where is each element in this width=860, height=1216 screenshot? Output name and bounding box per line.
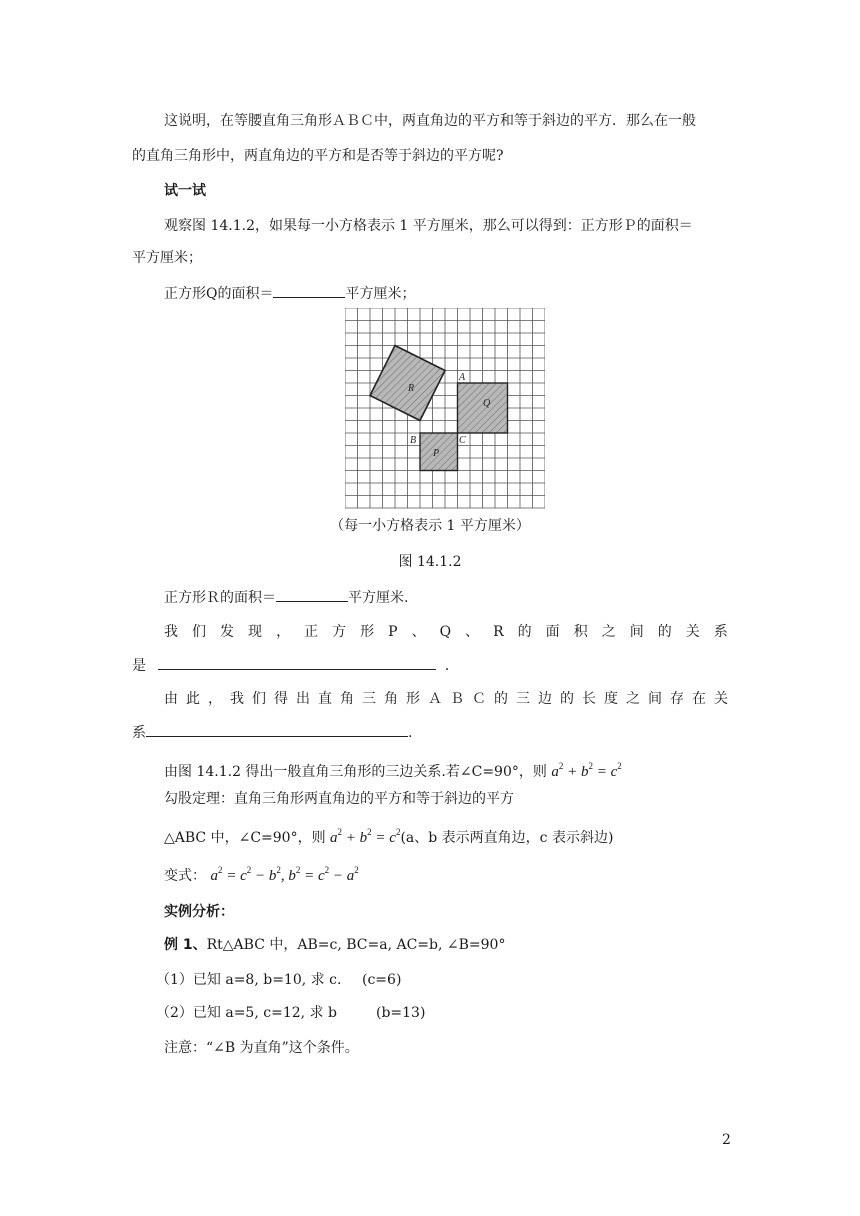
conclude-word: 我 xyxy=(230,691,244,707)
conclude-blank-line xyxy=(132,722,412,743)
triangle-stmt-after: (a、b 表示两直角边，c 表示斜边) xyxy=(400,830,614,846)
relation-line xyxy=(164,756,622,782)
discover-word: 发 xyxy=(220,624,235,640)
conclude-word: 角 xyxy=(384,691,398,707)
answer-blank xyxy=(146,722,408,737)
question-text: （1）已知 a=8, b=10, 求 c. xyxy=(156,972,342,988)
try-heading: 试一试 xyxy=(164,183,206,199)
discover-word: 、 xyxy=(465,624,480,640)
conclude-word: Ａ xyxy=(428,691,442,707)
paragraph-line: 平方厘米； xyxy=(132,250,202,266)
conclude-word: 存 xyxy=(670,691,684,707)
triangle-statement xyxy=(164,822,613,848)
conclude-start: 系 xyxy=(132,725,146,741)
conclude-word: Ｃ xyxy=(472,691,486,707)
discover-word: 之 xyxy=(601,624,616,640)
example-text: Rt△ABC 中，AB=c, BC=a, AC=b, ∠B=90° xyxy=(206,937,506,953)
conclude-word: 的 xyxy=(494,691,508,707)
example-label: 例 1、 xyxy=(164,937,207,953)
formula-pythagoras: $a^2 + b^2 = c^2$ xyxy=(551,761,622,780)
discover-word: 现 xyxy=(248,624,263,640)
label-r: R xyxy=(408,383,415,394)
discover-blank-line xyxy=(132,655,459,676)
conclude-word: 三 xyxy=(516,691,530,707)
conclude-word: 们 xyxy=(252,691,266,707)
discover-word: 正 xyxy=(304,624,319,640)
answer-blank xyxy=(276,587,348,602)
page-number: 2 xyxy=(722,1132,731,1148)
question-2 xyxy=(156,1003,426,1023)
conclude-word: 由 xyxy=(164,691,178,707)
discover-word: P xyxy=(388,624,398,640)
q-area-unit: 平方厘米； xyxy=(345,286,416,302)
label-q: Q xyxy=(483,398,491,409)
discover-word: 我 xyxy=(164,624,178,640)
r-area-unit: 平方厘米. xyxy=(348,590,409,606)
discover-word: 系 xyxy=(713,624,728,640)
question-answer: (c=6) xyxy=(362,972,402,988)
conclude-word: 之 xyxy=(626,691,640,707)
figure-caption: （每一小方格表示 1 平方厘米） xyxy=(330,518,530,534)
discover-word: 积 xyxy=(573,624,588,640)
note-line: 注意：“∠B 为直角”这个条件。 xyxy=(164,1040,359,1056)
paragraph-line: 这说明，在等腰直角三角形ＡＢＣ中，两直角边的平方和等于斜边的平方．那么在一般 xyxy=(164,113,696,129)
discover-word: 面 xyxy=(545,624,560,640)
conclude-sentence xyxy=(164,689,728,709)
conclude-word: 此 xyxy=(186,691,200,707)
conclude-word: 角 xyxy=(340,691,354,707)
figure-grid xyxy=(345,308,545,510)
discover-word: 的 xyxy=(657,624,672,640)
figure-number: 图 14.1.2 xyxy=(398,554,462,570)
answer-blank xyxy=(273,283,345,298)
theorem-line: 勾股定理：直角三角形两直角边的平方和等于斜边的平方 xyxy=(164,791,514,807)
discover-end: ． xyxy=(444,658,459,674)
label-c: C xyxy=(459,435,466,446)
conclude-word: Ｂ xyxy=(450,691,464,707)
q-area-line xyxy=(164,283,415,304)
discover-word: Q xyxy=(439,624,452,640)
discover-word: ， xyxy=(276,624,291,640)
conclude-word: 在 xyxy=(692,691,706,707)
variant-line xyxy=(164,860,359,886)
r-area-label: 正方形Ｒ的面积＝ xyxy=(164,590,276,606)
question-text: （2）已知 a=5, c=12, 求 b xyxy=(156,1005,337,1021)
question-answer: (b=13) xyxy=(376,1005,426,1021)
conclude-word: 度 xyxy=(604,691,618,707)
r-area-line xyxy=(164,587,408,608)
conclude-word: 间 xyxy=(648,691,662,707)
triangle-stmt-before: △ABC 中，∠C=90°，则 xyxy=(164,830,326,846)
conclude-word: ， xyxy=(208,691,222,707)
answer-blank xyxy=(158,655,436,670)
label-b: B xyxy=(410,435,417,446)
discover-word: 的 xyxy=(517,624,532,640)
conclude-word: 边 xyxy=(538,691,552,707)
question-1 xyxy=(156,970,402,990)
conclude-word: 直 xyxy=(318,691,332,707)
relation-text: 由图 14.1.2 得出一般直角三角形的三边关系.若∠C=90°，则 xyxy=(164,764,547,780)
label-a: A xyxy=(459,372,466,383)
discover-word: 、 xyxy=(411,624,426,640)
q-area-label: 正方形Q的面积＝ xyxy=(164,286,274,302)
discover-word: 关 xyxy=(685,624,700,640)
conclude-word: 三 xyxy=(362,691,376,707)
discover-word: 间 xyxy=(629,624,644,640)
formula-variant: $a^2 = c^2 - b^2$, $b^2 = c^2 - a^2$ xyxy=(210,865,359,884)
conclude-word: 出 xyxy=(296,691,310,707)
variant-label: 变式： xyxy=(164,868,206,884)
discover-word: R xyxy=(493,624,504,640)
discover-word: 们 xyxy=(192,624,207,640)
discover-word: 形 xyxy=(360,624,375,640)
discover-sentence xyxy=(164,622,728,642)
conclude-word: 得 xyxy=(274,691,288,707)
example-1 xyxy=(164,935,505,955)
conclude-word: 长 xyxy=(582,691,596,707)
conclude-word: 关 xyxy=(714,691,728,707)
example-heading: 实例分析： xyxy=(164,904,234,920)
formula-pythagoras: $a^2 + b^2 = c^2$ xyxy=(330,827,401,846)
label-p: P xyxy=(433,448,440,459)
paragraph-line: 观察图 14.1.2，如果每一小方格表示 1 平方厘米，那么可以得到：正方形Ｐ的面积＝ xyxy=(164,218,693,234)
discover-word: 方 xyxy=(332,624,347,640)
conclude-word: 的 xyxy=(560,691,574,707)
discover-start: 是 xyxy=(132,658,146,674)
paragraph-line: 的直角三角形中，两直角边的平方和是否等于斜边的平方呢? xyxy=(132,148,504,164)
conclude-word: 形 xyxy=(406,691,420,707)
conclude-end: . xyxy=(408,725,413,741)
